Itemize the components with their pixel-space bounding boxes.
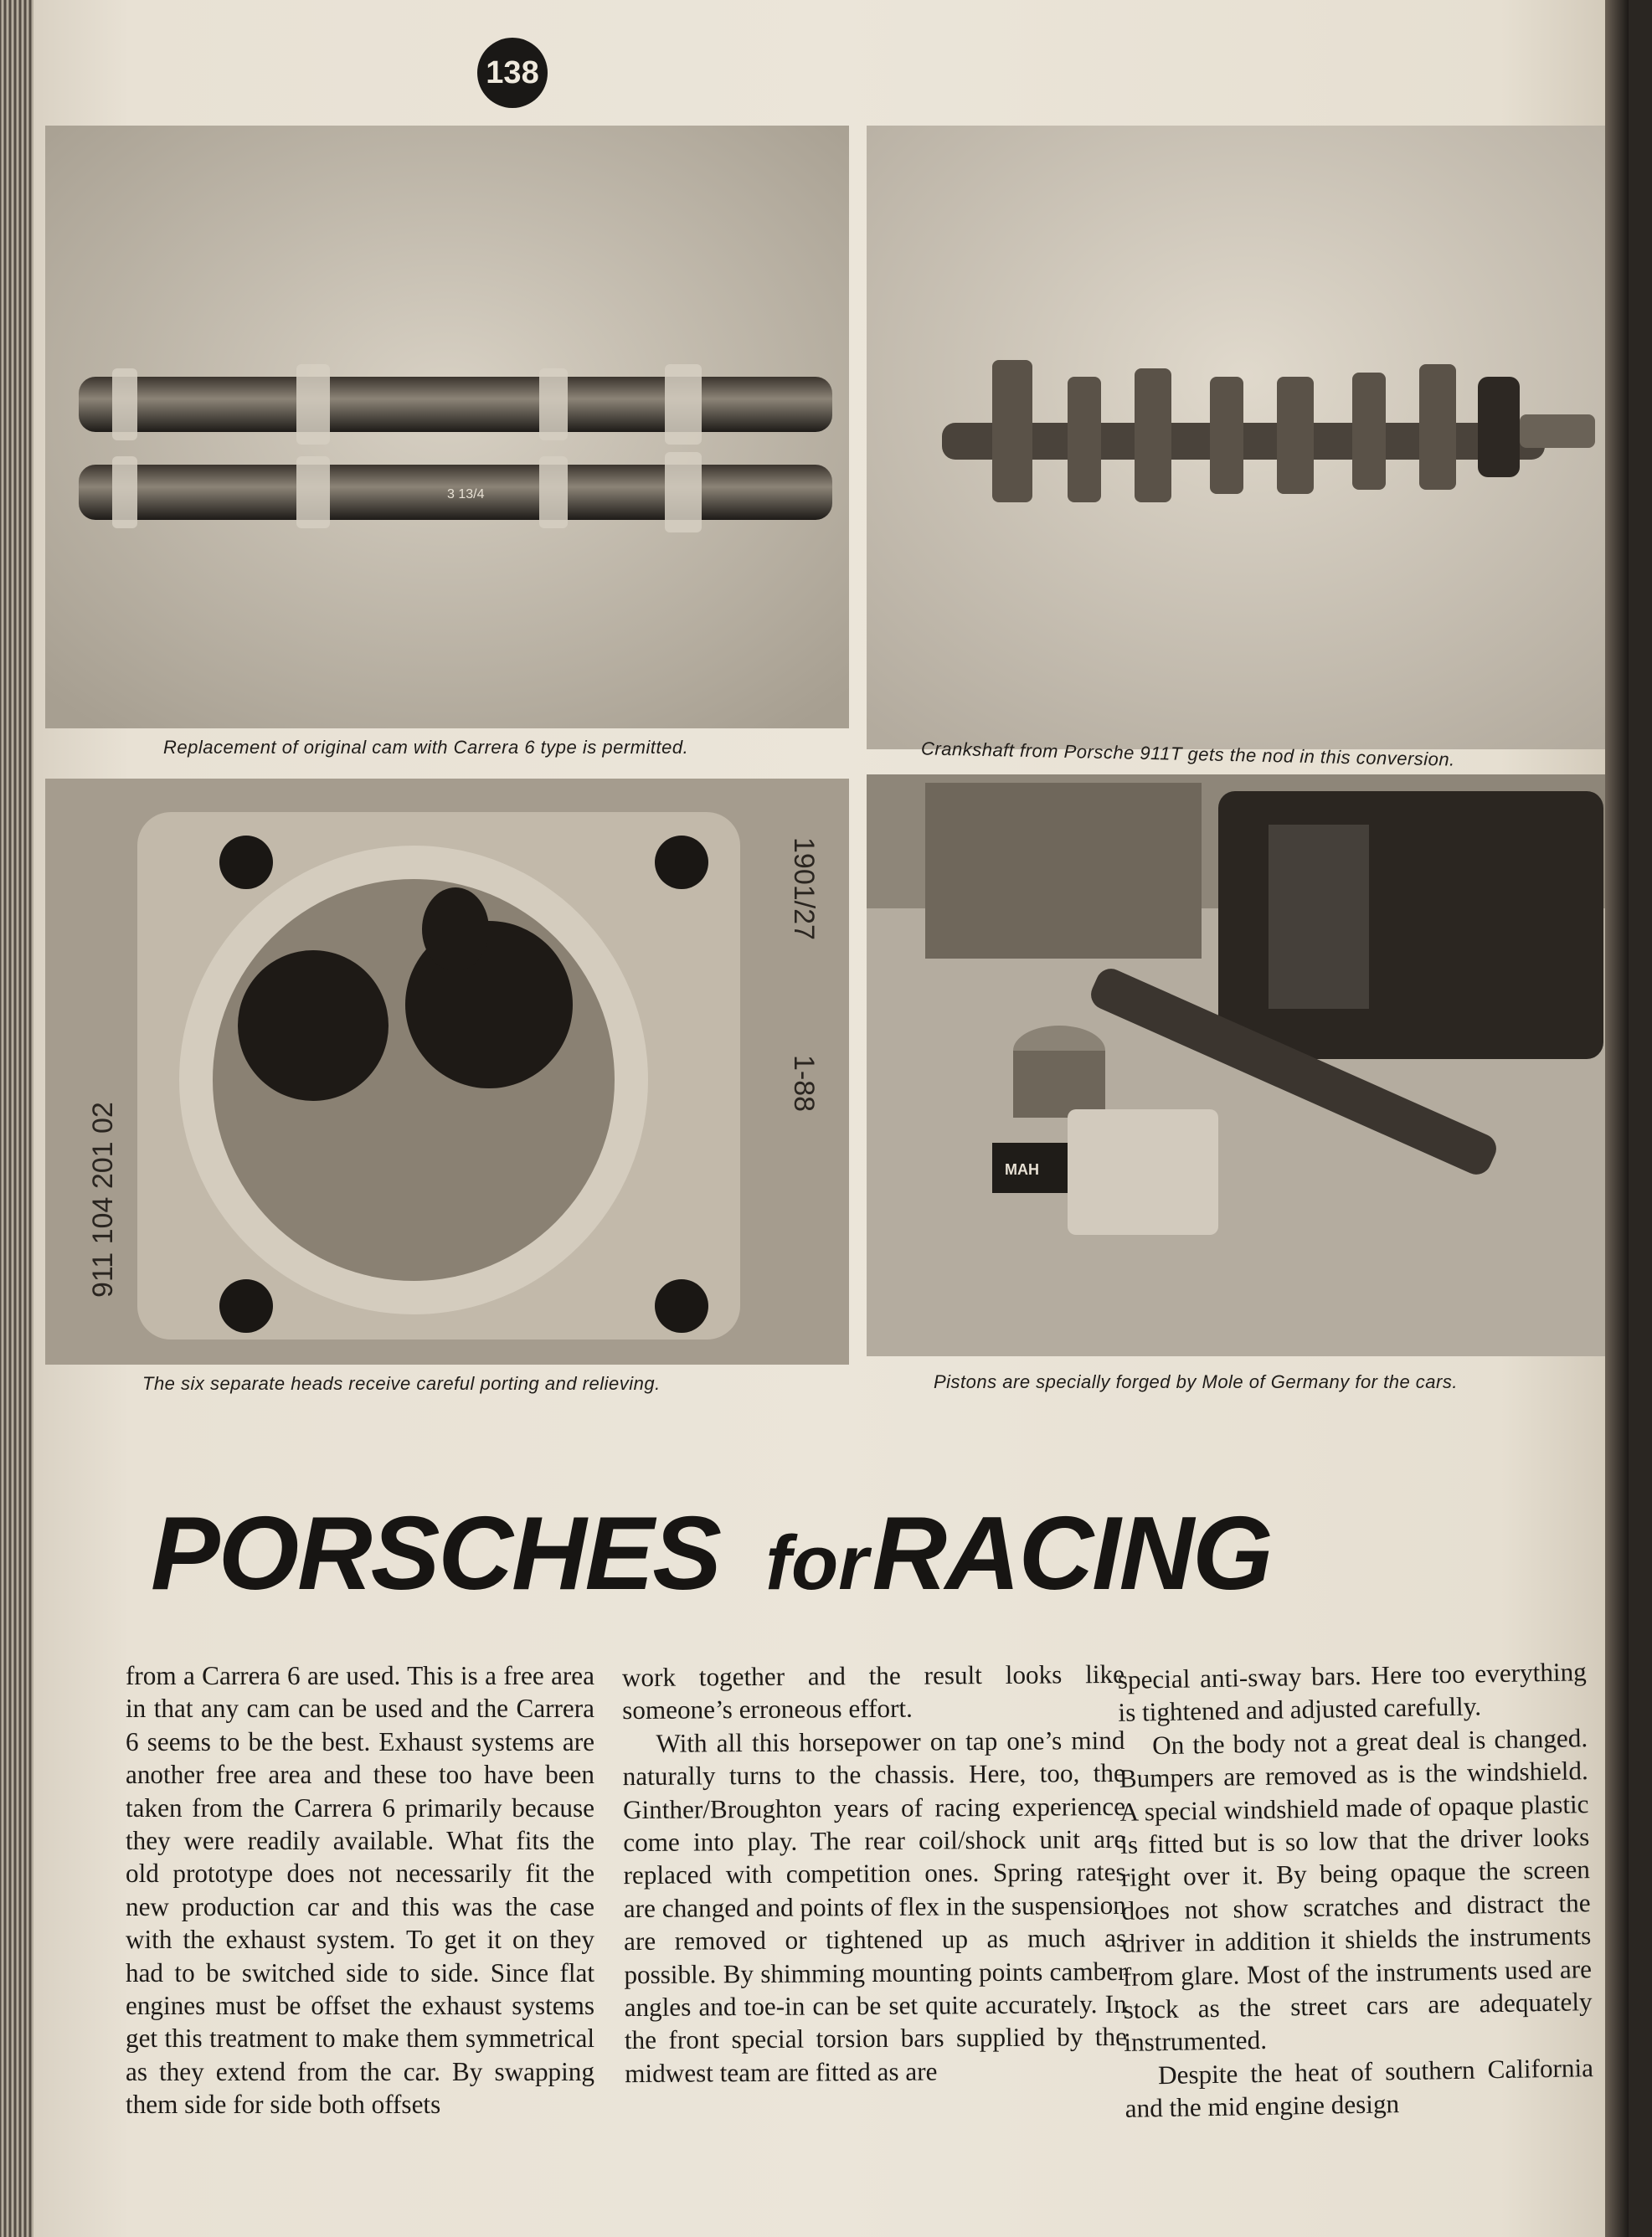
headline-for: for (765, 1520, 869, 1606)
article-headline (151, 1494, 1574, 1620)
cam-stamp-text: 3 13/4 (447, 487, 485, 501)
crankshaft-image (867, 126, 1624, 749)
column-1-paragraph-1: from a Carrera 6 are used. This is a free area in that any cam can be used and the Carrera 6 seems to be the best. Exhaust systems are another free area and these too have been taken from the Carrera 6 primarily because they were readily available. What fits the old prototype does not necessarily fit the new production car and this was the case with the exhaust system. To get it on they had to be switched side to side. Since flat engines must be offset the exhaust systems get this treatment to make them symmetrical as they extend from the car. By swapping them side for side both offsets (126, 1661, 594, 2120)
photo-crankshaft (867, 126, 1624, 749)
column-3-paragraph-1: special anti-sway bars. Here too everything is tightened and adjusted carefully. (1117, 1657, 1588, 1728)
photo-caption-heads: The six separate heads receive careful porting and relieving. (142, 1373, 661, 1394)
article-column-3 (1117, 1655, 1595, 2199)
box-label-text: MAH (1005, 1161, 1039, 1178)
page-number: 138 (477, 38, 548, 108)
column-3-paragraph-2: On the body not a great deal is changed. Bumpers are removed as is the windshield. A special windshield made of opaque plastic is fitted but is so low that the driver looks right over it. By being opaque the screen does not show scratches and distract the driver in addition it shields the instruments from glare. Most of the instruments used are stock as the street cars are adequately instrumented. (1119, 1722, 1593, 2058)
photo-pistons (867, 774, 1624, 1356)
article-column-2 (622, 1658, 1128, 2197)
photo-caption-pistons: Pistons are specially forged by Mole of Germany for the cars. (934, 1371, 1458, 1392)
column-2-paragraph-2: With all this horsepower on tap one’s mind naturally turns to the chassis. Here, too, the Ginther/Broughton years of racing experience come into play. The rear coil/shock unit are replaced with competition ones. Spring rates are changed and points of flex in the suspension are removed or tightened up as much as possible. By shimming mounting points camber angles and toe-in can be set quite accurately. In the front special torsion bars supplied by the midwest team are fitted as are (622, 1725, 1128, 2088)
engine-parts-image (867, 774, 1624, 1356)
photo-caption-cam: Replacement of original cam with Carrera 6 type is permitted. (163, 737, 689, 758)
headline-racing: RACING (872, 1496, 1272, 1612)
head-stamp-number: 1901/27 (788, 837, 820, 940)
photo-cylinder-head (45, 779, 849, 1365)
book-page-edges (0, 0, 33, 2237)
article-column-1 (126, 1659, 594, 2195)
headline-porsches: PORSCHES (151, 1496, 720, 1612)
column-3-paragraph-3: Despite the heat of southern California and the mid engine design (1124, 2052, 1594, 2124)
photo-camshafts (45, 126, 849, 728)
magazine-page (33, 0, 1629, 2237)
photo-caption-crankshaft: Crankshaft from Porsche 911T gets the nod in this conversion. (920, 738, 1456, 770)
page-gutter-right (1605, 0, 1629, 2237)
head-stamp-serial: 911 104 201 02 (87, 1102, 119, 1298)
head-stamp-small: 1-88 (788, 1055, 820, 1113)
cylinder-head-image (45, 779, 849, 1365)
camshafts-image (45, 126, 849, 728)
column-2-paragraph-1: work together and the result looks like someone’s erroneous effort. (621, 1658, 1125, 1725)
